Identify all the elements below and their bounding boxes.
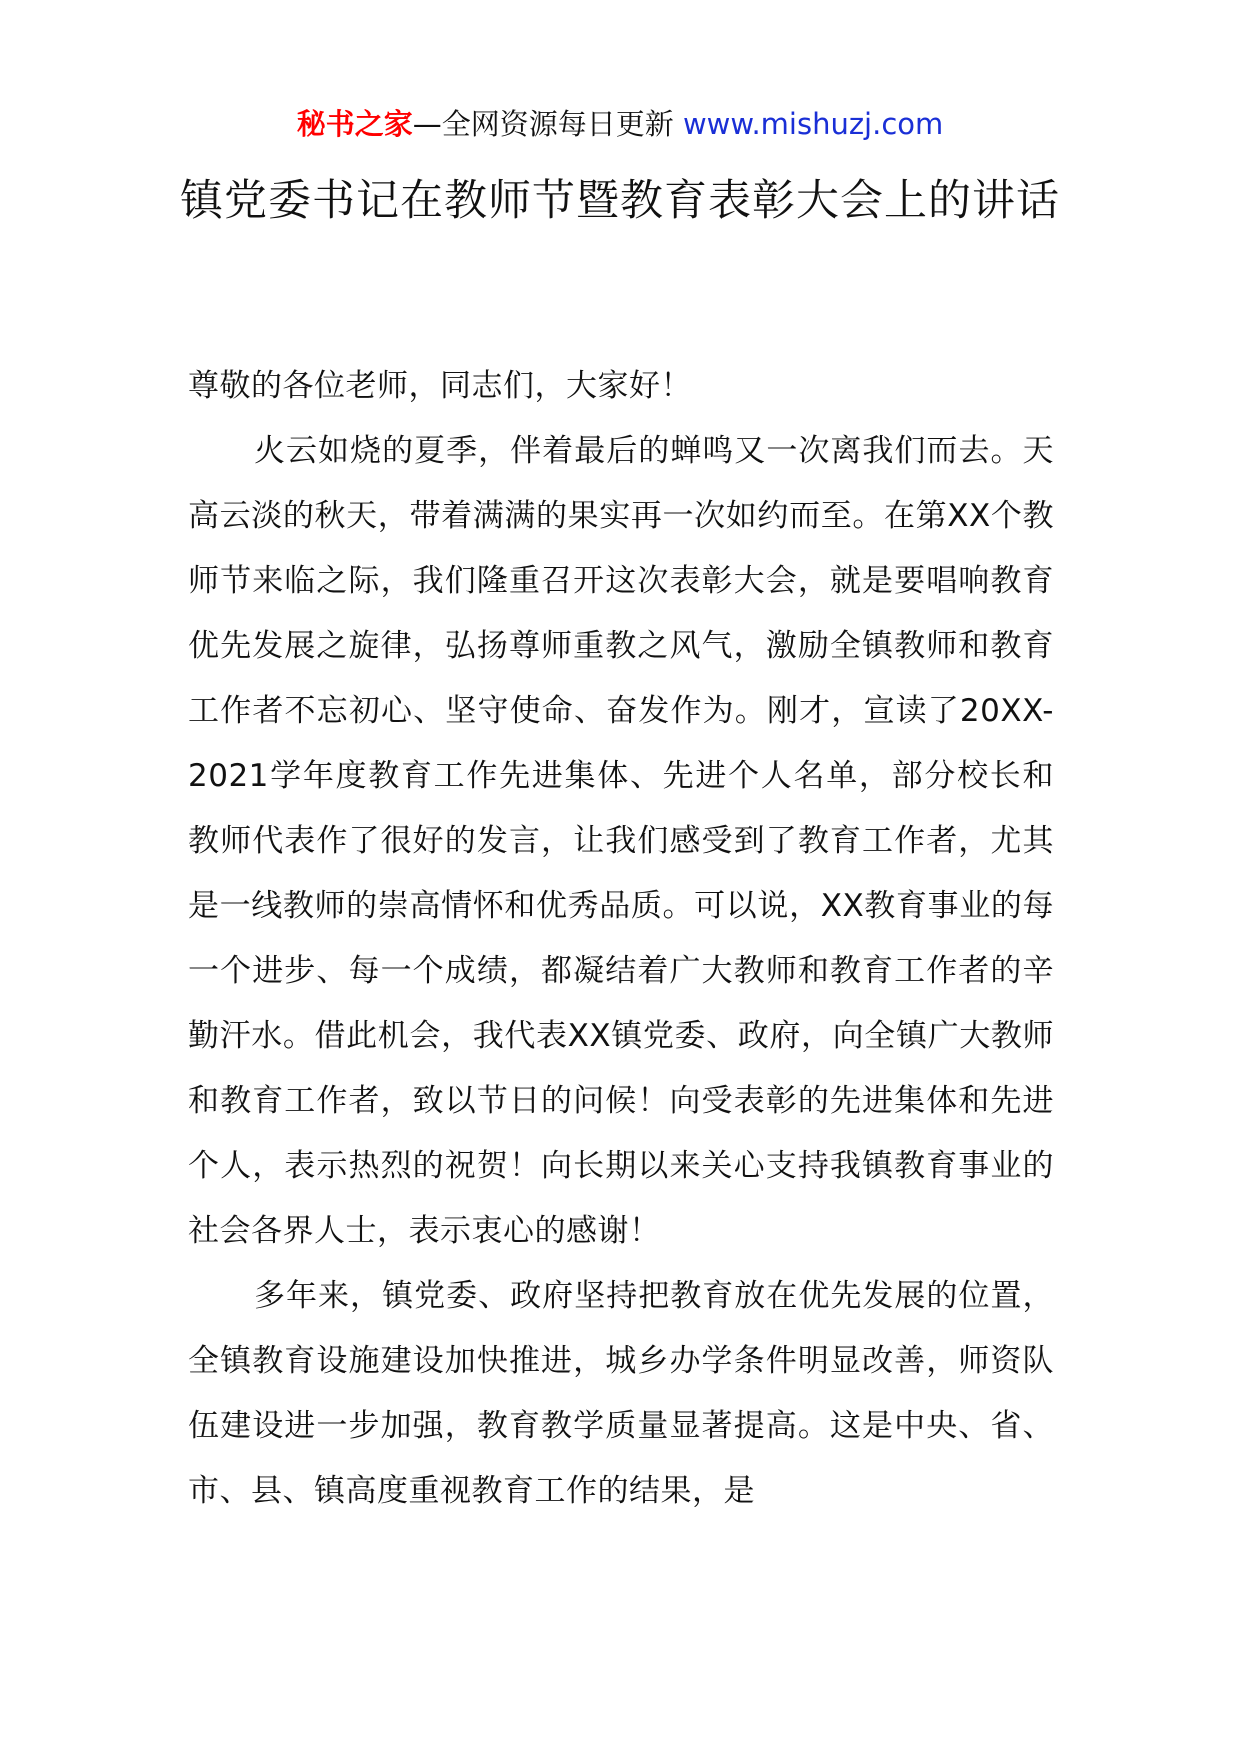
brand-name: 秘书之家 xyxy=(296,107,413,141)
document-body xyxy=(188,354,1054,1524)
body-paragraph-2: 多年来，镇党委、政府坚持把教育放在优先发展的位置，全镇教育设施建设加快推进，城乡办学条件明显改善，师资队伍建设进一步加强，教育教学质量显著提高。这是中央、省、市、县、镇高度重视教育工作的结果，是 xyxy=(188,1278,1054,1509)
site-header-banner xyxy=(0,104,1240,144)
site-url-link[interactable]: www.mishuzj.com xyxy=(682,107,944,141)
document-title: 镇党委书记在教师节暨教育表彰大会上的讲话 xyxy=(180,176,1060,226)
body-paragraph-1: 火云如烧的夏季，伴着最后的蝉鸣又一次离我们而去。天高云淡的秋天，带着满满的果实再一次如约而至。在第XX个教师节来临之际，我们隆重召开这次表彰大会，就是要唱响教育优先发展之旋律，弘扬尊师重教之风气，激励全镇教师和教育工作者不忘初心、坚守使命、奋发作为。刚才，宣读了20XX-2021学年度教育工作先进集体、先进个人名单，部分校长和教师代表作了很好的发言，让我们感受到了教育工作者，尤其是一线教师的崇高情怀和优秀品质。可以说，XX教育事业的每一个进步、每一个成绩，都凝结着广大教师和教育工作者的辛勤汗水。借此机会，我代表XX镇党委、政府，向全镇广大教师和教育工作者，致以节日的问候！向受表彰的先进集体和先进个人，表示热烈的祝贺！向长期以来关心支持我镇教育事业的社会各界人士，表示衷心的感谢！ xyxy=(188,433,1054,1249)
greeting-line: 尊敬的各位老师，同志们，大家好！ xyxy=(188,368,692,404)
header-tagline: —全网资源每日更新 xyxy=(412,107,683,141)
